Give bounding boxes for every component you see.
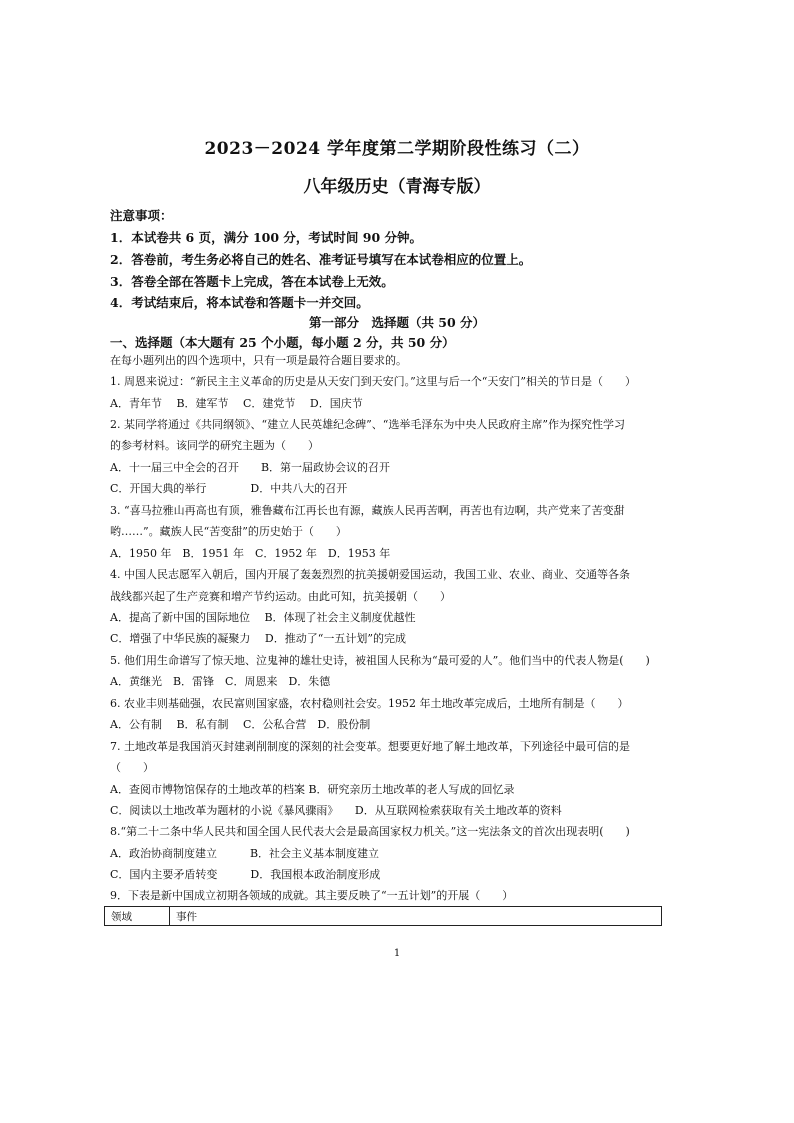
q4-options-ab: A．提高了新中国的国际地位 B．体现了社会主义制度优越性: [110, 611, 416, 624]
q8-options-cd: C．国内主要矛盾转变 D．我国根本政治制度形成: [110, 868, 381, 881]
section-instruction: 在每小题列出的四个选项中，只有一项是最符合题目要求的。: [110, 354, 407, 367]
q7-stem-line2: （ ）: [110, 761, 154, 774]
section-heading: 一、选择题（本大题有 25 个小题，每小题 2 分，共 50 分）: [110, 335, 455, 350]
q7-options-ab: A．查阅市博物馆保存的土地改革的档案 B．研究亲历土地改革的老人写成的回忆录: [110, 783, 515, 796]
q9-table: [104, 906, 662, 926]
q3-stem-line1: 3. “喜马拉雅山再高也有顶，雅鲁藏布江再长也有源，藏族人民再苦啊，再苦也有边啊，共产党来了苦变甜: [110, 504, 625, 517]
q5-options: A．黄继光 B．雷锋 C．周恩来 D．朱德: [110, 675, 331, 688]
part-title: 第一部分 选择题（共 50 分）: [308, 315, 486, 330]
q2-stem-line1: 2. 某同学将通过《共同纲领》、“建立人民英雄纪念碑”、“选举毛泽东为中央人民政府主席”作为探究性学习: [110, 418, 625, 431]
notice-item-4: 4．考试结束后，将本试卷和答题卡一并交回。: [110, 295, 369, 310]
q3-options: A．1950 年 B．1951 年 C．1952 年 D．1953 年: [110, 547, 391, 560]
q8-options-ab: A．政治协商制度建立 B．社会主义基本制度建立: [110, 847, 380, 860]
notice-heading: 注意事项：: [110, 208, 173, 223]
q2-stem-line2: 的参考材料。该同学的研究主题为（ ）: [110, 439, 319, 452]
q2-options-cd: C．开国大典的举行 D．中共八大的召开: [110, 482, 348, 495]
table-header-row: [105, 907, 662, 926]
q7-stem-line1: 7. 土地改革是我国消灭封建剥削制度的深刻的社会变革。想要更好地了解土地改革，下列途径中最可信的是: [110, 740, 630, 753]
page-number: 1: [393, 948, 401, 959]
table-header-domain: 领域: [105, 907, 170, 926]
q4-stem-line2: 战线都兴起了生产竞赛和增产节约运动。由此可知，抗美援朝（ ）: [110, 590, 451, 603]
q1-stem: 1. 周恩来说过：“新民主主义革命的历史是从天安门到天安门。”这里与后一个“天安门”相关的节日是（ ）: [110, 375, 636, 388]
q7-options-cd: C．阅读以土地改革为题材的小说《暴风骤雨》 D．从互联网检索获取有关土地改革的资料: [110, 804, 562, 817]
q1-options: A．青年节 B．建军节 C．建党节 D．国庆节: [110, 397, 363, 410]
exam-title: 2023－2024 学年度第二学期阶段性练习（二）: [204, 139, 590, 159]
notice-item-3: 3．答卷全部在答题卡上完成，答在本试卷上无效。: [110, 274, 394, 289]
q4-stem-line1: 4. 中国人民志愿军入朝后，国内开展了轰轰烈烈的抗美援朝爱国运动，我国工业、农业、商业、交通等各条: [110, 568, 630, 581]
q6-options: A．公有制 B．私有制 C．公私合营 D．股份制: [110, 718, 371, 731]
q4-options-cd: C．增强了中华民族的凝聚力 D．推动了“一五计划”的完成: [110, 632, 406, 645]
q3-stem-line2: 哟……”。藏族人民“苦变甜”的历史始于（ ）: [110, 525, 347, 538]
q9-stem: 9．下表是新中国成立初期各领域的成就。其主要反映了“一五计划”的开展（ ）: [110, 889, 514, 902]
q2-options-ab: A．十一届三中全会的召开 B．第一届政协会议的召开: [110, 461, 391, 474]
notice-item-2: 2．答卷前，考生务必将自己的姓名、准考证号填写在本试卷相应的位置上。: [110, 252, 532, 267]
exam-subtitle: 八年级历史（青海专版）: [303, 177, 491, 197]
notice-item-1: 1．本试卷共 6 页，满分 100 分，考试时间 90 分钟。: [110, 230, 422, 245]
table-header-event: 事件: [170, 907, 662, 926]
q5-stem: 5. 他们用生命谱写了惊天地、泣鬼神的雄壮史诗，被祖国人民称为“最可爱的人”。他们当中的代表人物是( ): [110, 654, 650, 667]
q6-stem: 6. 农业丰则基础强，农民富则国家盛，农村稳则社会安。1952 年土地改革完成后，土地所有制是（ ）: [110, 697, 629, 710]
q8-stem: 8.“第二十二条中华人民共和国全国人民代表大会是最高国家权力机关。”这一宪法条文的首次出现表明( ): [110, 825, 630, 838]
